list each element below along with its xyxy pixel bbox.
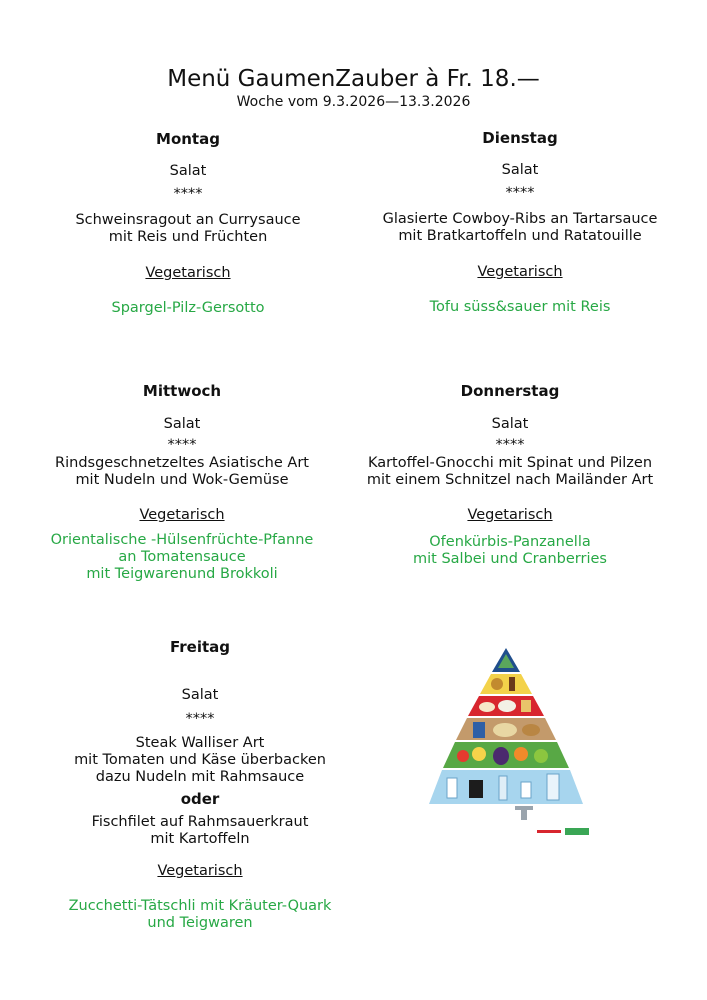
vegetarian-dish-line-2: mit Salbei und Cranberries xyxy=(413,551,607,567)
day-name: Freitag xyxy=(169,638,231,656)
separator: **** xyxy=(185,711,215,727)
separator: **** xyxy=(167,437,197,453)
alternative-line-1: Fischfilet auf Rahmsauerkraut xyxy=(91,814,309,830)
main-line-3: dazu Nudeln mit Rahmsauce xyxy=(95,769,305,785)
main-line-2: mit einem Schnitzel nach Mailänder Art xyxy=(366,472,654,488)
vegetarian-label: Vegetarisch xyxy=(477,264,563,280)
vegetarian-dish-line-2: und Teigwaren xyxy=(147,915,253,931)
main-line-1: Schweinsragout an Currysauce xyxy=(75,212,301,228)
vegetarian-dish-line-1: Ofenkürbis-Panzanella xyxy=(429,534,591,550)
salad: Salat xyxy=(501,162,539,178)
menu-title: Menü GaumenZauber à Fr. 18.— xyxy=(167,66,540,92)
day-name: Mittwoch xyxy=(142,382,222,400)
vegetarian-dish-line-1: Orientalische -Hülsenfrüchte-Pfanne xyxy=(50,532,314,548)
vegetarian-dish-line-1: Zucchetti-Tätschli mit Kräuter-Quark xyxy=(68,898,332,914)
day-name: Donnerstag xyxy=(460,382,560,400)
vegetarian-label: Vegetarisch xyxy=(467,507,553,523)
vegetarian-label: Vegetarisch xyxy=(145,265,231,281)
salad: Salat xyxy=(181,687,219,703)
day-name: Dienstag xyxy=(482,129,558,147)
salad: Salat xyxy=(491,416,529,432)
main-line-1: Glasierte Cowboy-Ribs an Tartarsauce xyxy=(382,211,658,227)
salad: Salat xyxy=(169,163,207,179)
main-line-1: Steak Walliser Art xyxy=(135,735,265,751)
main-line-2: mit Nudeln und Wok-Gemüse xyxy=(75,472,289,488)
vegetarian-dish-line-2: an Tomatensauce xyxy=(118,549,246,565)
main-line-2: mit Tomaten und Käse überbacken xyxy=(74,752,326,768)
salad: Salat xyxy=(163,416,201,432)
vegetarian-label: Vegetarisch xyxy=(157,863,243,879)
separator: **** xyxy=(505,185,535,201)
vegetarian-dish-line-3: mit Teigwarenund Brokkoli xyxy=(86,566,278,582)
main-line-1: Kartoffel-Gnocchi mit Spinat und Pilzen xyxy=(367,455,653,471)
alternative-line-2: mit Kartoffeln xyxy=(150,831,250,847)
vegetarian-dish: Spargel-Pilz-Gersotto xyxy=(111,300,265,316)
day-dienstag xyxy=(360,130,680,316)
week-subtitle: Woche vom 9.3.2026—13.3.2026 xyxy=(236,94,471,110)
separator: **** xyxy=(495,437,525,453)
vegetarian-dish: Tofu süss&sauer mit Reis xyxy=(429,299,611,315)
main-line-2: mit Bratkartoffeln und Ratatouille xyxy=(398,228,642,244)
vegetarian-label: Vegetarisch xyxy=(139,507,225,523)
main-line-1: Rindsgeschnetzeltes Asiatische Art xyxy=(55,455,309,471)
day-montag xyxy=(38,131,338,317)
day-name: Montag xyxy=(156,130,220,148)
food-pyramid-icon xyxy=(417,646,595,842)
day-mittwoch xyxy=(32,383,332,583)
or-label: oder xyxy=(180,790,220,808)
separator: **** xyxy=(173,186,203,202)
main-line-2: mit Reis und Früchten xyxy=(108,229,268,245)
day-donnerstag xyxy=(355,383,665,568)
day-freitag xyxy=(50,639,350,932)
